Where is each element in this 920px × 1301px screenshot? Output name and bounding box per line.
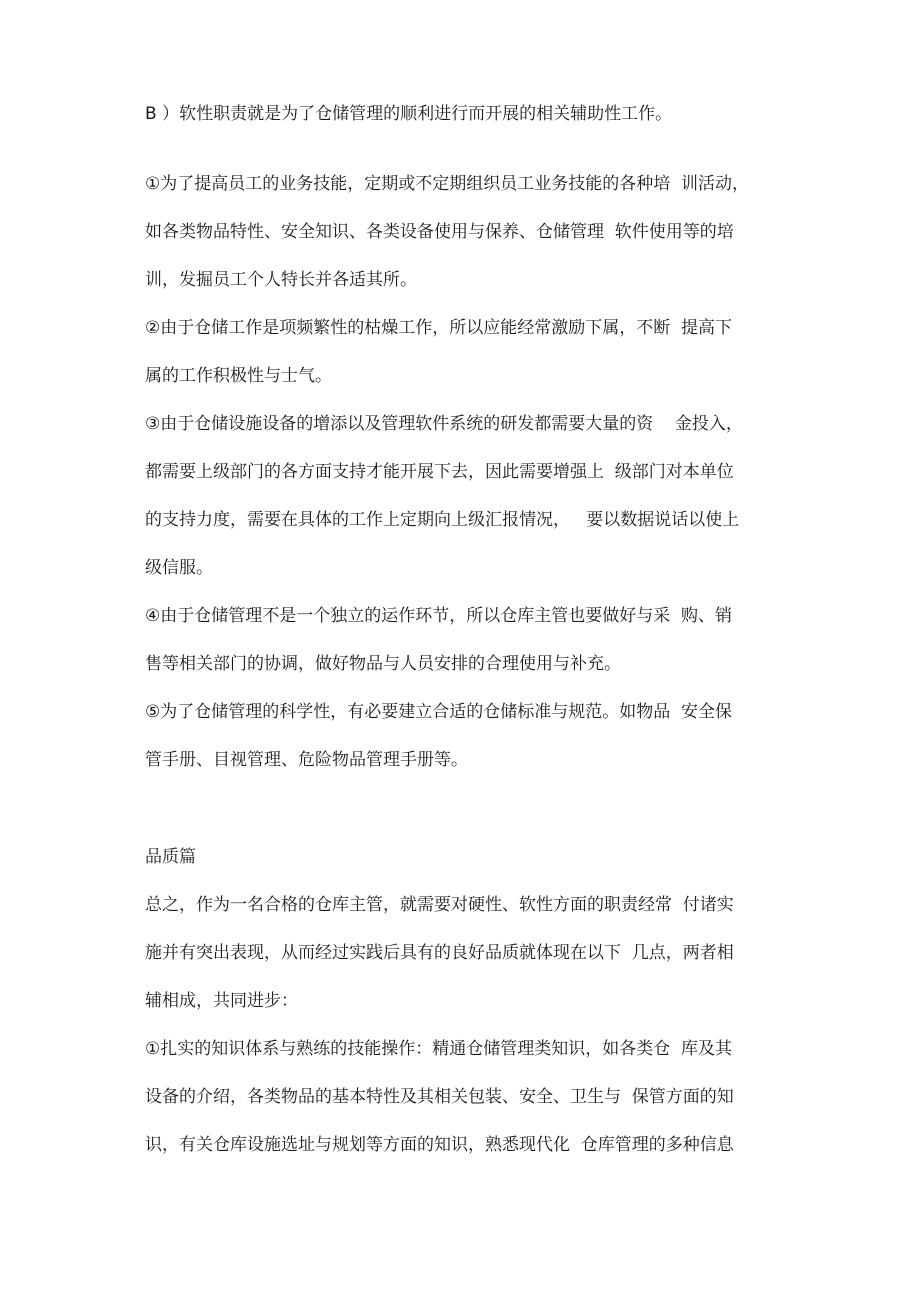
- text-line: 设备的介绍，各类物品的基本特性及其相关包装、安全、卫生与 保管方面的知: [145, 1087, 734, 1107]
- section-heading: 品质篇: [145, 847, 196, 867]
- text-line: B ）软性职责就是为了仓储管理的顺利进行而开展的相关辅助性工作。: [145, 104, 673, 124]
- text-line: ①为了提高员工的业务技能，定期或不定期组织员工业务技能的各种培 训活动，: [145, 174, 750, 194]
- text-line: ①扎实的知识体系与熟练的技能操作：精通仓储管理类知识，如各类仓 库及其: [145, 1039, 733, 1059]
- text-line: 级信服。: [145, 558, 213, 578]
- text-line: ⑤为了仓储管理的科学性，有必要建立合适的仓储标准与规范。如物品 安全保: [145, 702, 733, 722]
- text-line: 辅相成，共同进步：: [145, 991, 298, 1011]
- text-line: 识，有关仓库设施选址与规划等方面的知识，熟悉现代化 仓库管理的多种信息: [145, 1135, 734, 1155]
- text-line: 属的工作积极性与士气。: [145, 366, 332, 386]
- text-line: 如各类物品特性、安全知识、各类设备使用与保养、仓储管理 软件使用等的培: [145, 222, 734, 242]
- text-line: 总之，作为一名合格的仓库主管，就需要对硬性、软性方面的职责经常 付诸实: [145, 895, 734, 915]
- text-line: 售等相关部门的协调，做好物品与人员安排的合理使用与补充。: [145, 654, 621, 674]
- text-line: 管手册、目视管理、危险物品管理手册等。: [145, 750, 468, 770]
- text-line: 的支持力度，需要在具体的工作上定期向上级汇报情况， 要以数据说话以使上: [145, 510, 740, 530]
- text-line: 都需要上级部门的各方面支持才能开展下去，因此需要增强上 级部门对本单位: [145, 462, 734, 482]
- text-line: 训，发掘员工个人特长并各适其所。: [145, 270, 417, 290]
- text-line: 施并有突出表现，从而经过实践后具有的良好品质就体现在以下 几点，两者相: [145, 943, 734, 963]
- text-line: ④由于仓储管理不是一个独立的运作环节，所以仓库主管也要做好与采 购、销: [145, 606, 733, 626]
- text-line: ②由于仓储工作是项频繁性的枯燥工作，所以应能经常激励下属，不断 提高下: [145, 318, 733, 338]
- text-line: ③由于仓储设施设备的增添以及管理软件系统的研发都需要大量的资 金投入，: [145, 414, 743, 434]
